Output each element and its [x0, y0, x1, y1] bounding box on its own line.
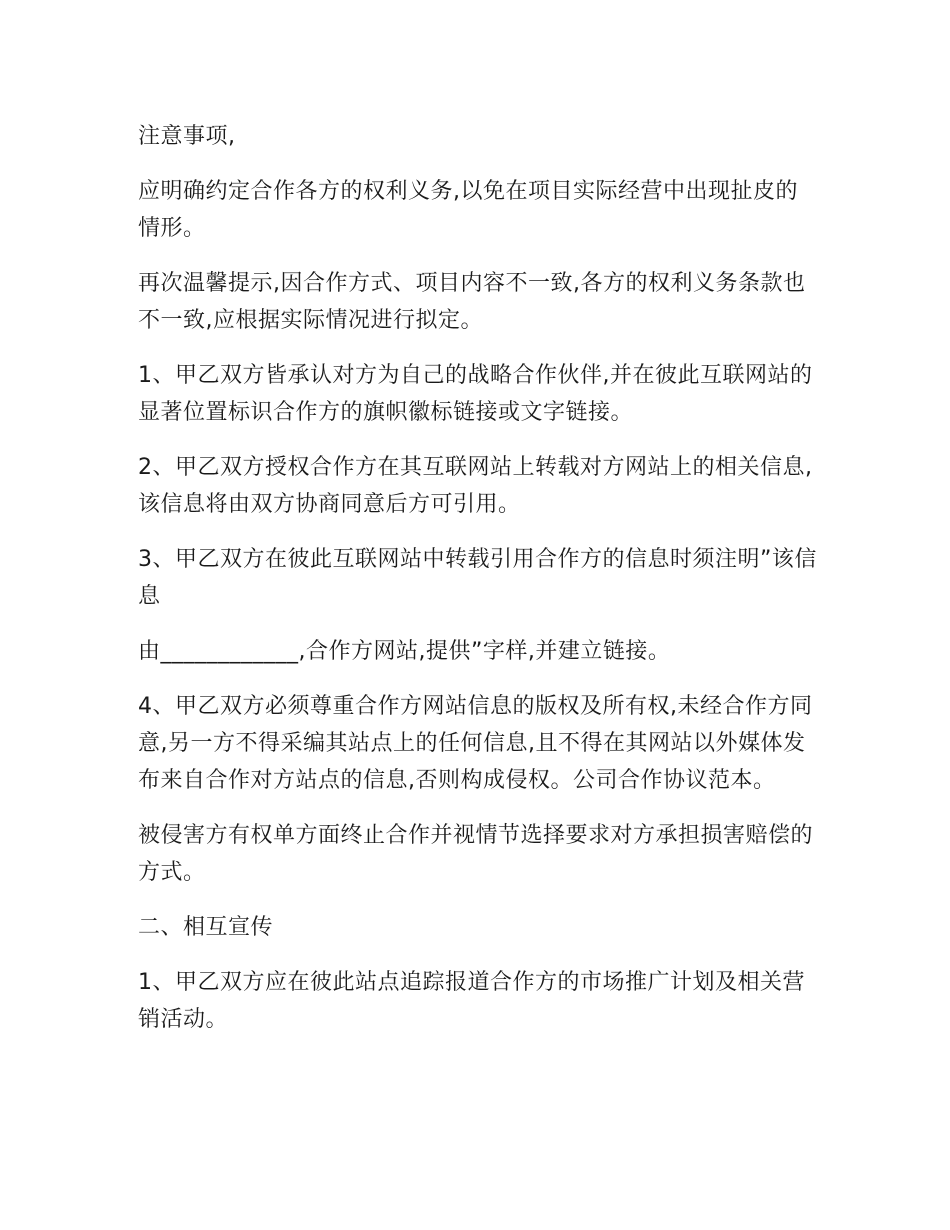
- section-heading-mutual-promotion: 二、相互宣传: [138, 915, 274, 940]
- paragraph-remedy: 被侵害方有权单方面终止合作并视情节选择要求对方承担损害赔偿的方式。: [138, 823, 814, 885]
- document-body: [138, 118, 818, 1056]
- paragraph-clause-3: 3、甲乙双方在彼此互联网站中转载引用合作方的信息时须注明”该信息: [138, 547, 817, 609]
- paragraph-promotion-clause-1: 1、甲乙双方应在彼此站点追踪报道合作方的市场推广计划及相关营销活动。: [138, 970, 805, 1032]
- paragraph-notice-heading: 注意事项,: [138, 124, 236, 149]
- paragraph-clause-3-continued: 由____________,合作方网站,提供”字样,并建立链接。: [138, 639, 671, 664]
- paragraph-clause-1: 1、甲乙双方皆承认对方为自己的战略合作伙伴,并在彼此互联网站的显著位置标识合作方的旗帜徽标链接或文字链接。: [138, 363, 813, 425]
- paragraph-clause-2: 2、甲乙双方授权合作方在其互联网站上转载对方网站上的相关信息,该信息将由双方协商同意后方可引用。: [138, 455, 813, 517]
- paragraph-reminder: 再次温馨提示,因合作方式、项目内容不一致,各方的权利义务条款也不一致,应根据实际情况进行拟定。: [138, 271, 806, 333]
- paragraph-clause-4: 4、甲乙双方必须尊重合作方网站信息的版权及所有权,未经合作方同意,另一方不得采编其站点上的任何信息,且不得在其网站以外媒体发布来自合作对方站点的信息,否则构成侵权。公司合作协议范本。: [138, 694, 813, 793]
- paragraph-rights-obligations: 应明确约定合作各方的权利义务,以免在项目实际经营中出现扯皮的情形。: [138, 179, 798, 241]
